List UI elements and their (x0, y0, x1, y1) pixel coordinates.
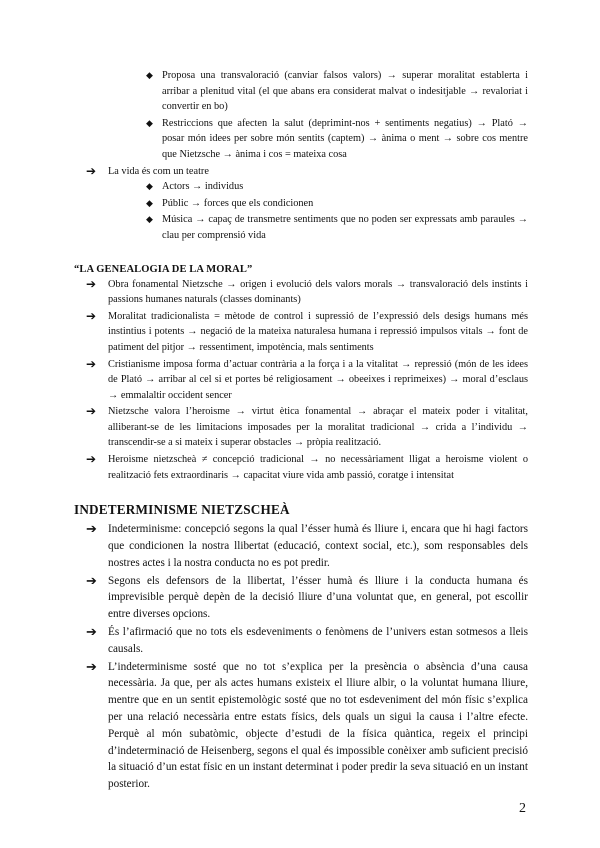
indeterminism-item-text: Segons els defensors de la llibertat, l’ésser humà és lliure i la conducta humana és imprevisible perquè depèn de la decisió lliure d’una voluntat que, en general, pot escollir entre diverses opcions. (108, 574, 528, 621)
indeterminism-item-text: Indeterminisme: concepció segons la qual l’ésser humà és lliure i, encara que hi hagi factors que condicionen la nostra llibertat (educació, context social, etc.), som responsables dels nostres actes i la nostra conducta no es pot predir. (108, 523, 528, 569)
theatre-item (74, 164, 528, 180)
arrow-bullet-icon: ➔ (86, 276, 97, 291)
indeterminism-item (74, 659, 528, 793)
arrow-bullet-icon: ➔ (86, 521, 97, 537)
indeterminism-item (74, 521, 528, 571)
sub-item (146, 196, 528, 212)
theatre-sub-list (146, 179, 528, 243)
indeterminism-item (74, 573, 528, 623)
intro-sub-list (146, 68, 528, 163)
diamond-bullet-icon: ◆ (146, 70, 153, 80)
diamond-bullet-icon: ◆ (146, 117, 153, 128)
diamond-bullet-icon: ◆ (146, 214, 153, 225)
genealogy-item (74, 452, 528, 483)
genealogy-item-text: Moralitat tradicionalista = mètode de control i supressió de l’expressió dels desigs humans més instintius i potents → negació de la mateixa naturalesa humana i repressió impulsos vitals → font de patiment del pitjor → ressentiment, impotència, mals sentiments (108, 310, 528, 353)
indeterminism-item (74, 624, 528, 658)
arrow-bullet-icon: ➔ (86, 163, 97, 178)
sub-item-text: Música → capaç de transmetre sentiments que no poden ser expressats amb paraules → clau per comprensió vida (162, 214, 528, 241)
genealogy-item (74, 309, 528, 356)
sub-item (146, 179, 528, 195)
arrow-bullet-icon: ➔ (86, 404, 97, 419)
arrow-bullet-icon: ➔ (86, 572, 97, 588)
genealogy-item-text: Cristianisme imposa forma d’actuar contrària a la força i a la vitalitat → repressió (món de les idees de Plató → arribar al cel si et portes bé religiosament → obeeixes i reprimeixes) → moral d’esclaus → emmalaltir occident sencer (108, 358, 528, 401)
indeterminism-item-text: L’indeterminisme sosté que no tot s’explica per la presència o absència d’una causa necessària. Ja que, per als actes humans existeix el lliure albir, o la voluntat humana lliure, mentre que en un sentit epistemològic sosté que no tot esdeveniment del món físic s’explica per una relació necessària entre estats físics, dels quals un sigui la causa i l’altre efecte. Perquè al món subatòmic, objecte d’estudi de la física quàntica, regeix el principi d’indeterminació de Heisenberg, segons el qual és impossible conèixer amb suficient precisió la situació d’un estat físic en un instant determinat i poder predir la seva situació en un instant posterior. (108, 660, 528, 791)
sub-item-text: Restriccions que afecten la salut (deprimint-nos + sentiments negatius) → Plató → posar món idees per sobre món sentits (captem) → ànima o ment → sobre cos mentre que Nietzsche → ànima i cos = mateixa cosa (162, 117, 528, 160)
page-content (74, 68, 528, 794)
sub-item (146, 68, 528, 115)
sub-item (146, 212, 528, 243)
diamond-bullet-icon: ◆ (146, 197, 153, 208)
sub-item-text: Públic → forces que els condicionen (162, 197, 314, 209)
genealogy-item-text: Nietzsche valora l’heroisme → virtut ètica fonamental → abraçar el mateix poder i vitalitat, alliberant-se de les limitacions imposades per la moralitat tradicional → crida a l’individu → transcendir-se a si mateix i superar obstacles → pròpia realització. (108, 406, 528, 449)
sub-item-text: Actors → individus (162, 181, 244, 193)
arrow-bullet-icon: ➔ (86, 308, 97, 323)
genealogy-item (74, 277, 528, 308)
genealogy-section-title: “LA GENEALOGIA DE LA MORAL” (74, 263, 253, 275)
genealogy-item-text: Heroisme nietzscheà ≠ concepció tradicional → no necessàriament lligat a heroisme violent o realització fets extraordinaris → capacitat viure vida amb passió, coratge i intensitat (108, 454, 528, 481)
genealogy-item-text: Obra fonamental Nietzsche → origen i evolució dels valors morals → transvaloració dels instints i passions humanes naturals (classes dominants) (108, 278, 528, 306)
diamond-bullet-icon: ◆ (146, 181, 153, 192)
genealogy-item (74, 404, 528, 451)
page-number: 2 (519, 801, 526, 816)
sub-item (146, 116, 528, 163)
genealogy-item (74, 357, 528, 404)
arrow-bullet-icon: ➔ (86, 624, 97, 640)
indeterminism-section-title: INDETERMINISME NIETZSCHEÀ (74, 502, 290, 518)
sub-item-text: Proposa una transvaloració (canviar falsos valors) → superar moralitat establerta i arribar a plenitud vital (el que abans era considerat malvat o indesitjable → revaloriat i convertir en bo) (162, 70, 528, 113)
theatre-heading: La vida és com un teatre (108, 165, 209, 177)
arrow-bullet-icon: ➔ (86, 658, 97, 674)
indeterminism-item-text: És l’afirmació que no tots els esdeveniments o fenòmens de l’univers estan sotmesos a lleis causals. (108, 626, 528, 655)
arrow-bullet-icon: ➔ (86, 452, 97, 467)
arrow-bullet-icon: ➔ (86, 356, 97, 371)
